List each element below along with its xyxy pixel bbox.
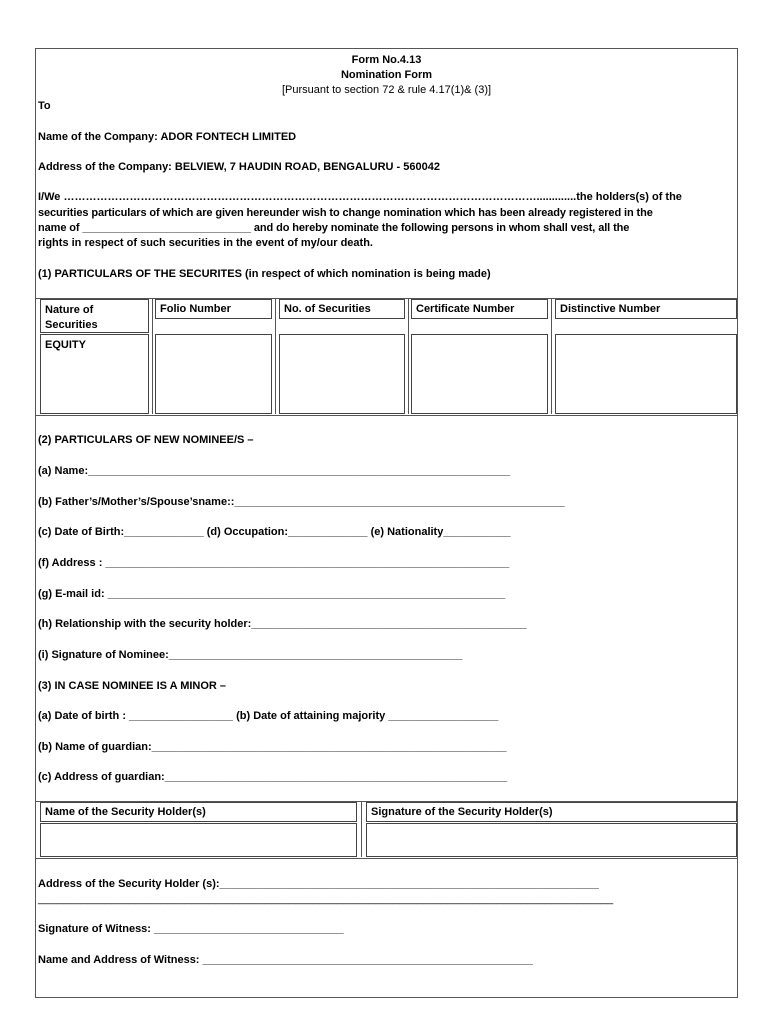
holder-sign-cell[interactable] xyxy=(366,823,737,857)
divider xyxy=(152,299,153,414)
nominee-email-field[interactable]: (g) E-mail id: _________________________________________________________________ xyxy=(38,588,506,600)
form-number: Form No.4.13 xyxy=(351,54,422,66)
guardian-name-field[interactable]: (b) Name of guardian:__________________________________________________________ xyxy=(38,741,507,753)
nominee-name-field[interactable]: (a) Name:_____________________________________________________________________ xyxy=(38,465,511,477)
cell-no-securities[interactable] xyxy=(279,334,405,414)
holder-address-field[interactable]: Address of the Security Holder (s):______________________________________________________________ xyxy=(38,878,599,890)
declaration-line-2: securities particulars of which are given hereunder wish to change nomination which has been already registered in the xyxy=(38,207,653,219)
form-title: Nomination Form xyxy=(340,69,433,81)
witness-name-address-field[interactable]: Name and Address of Witness: ______________________________________________________ xyxy=(38,954,533,966)
divider xyxy=(551,299,552,414)
col-header-folio xyxy=(155,299,272,319)
company-name: Name of the Company: ADOR FONTECH LIMITED xyxy=(38,131,297,143)
holder-name-header xyxy=(40,802,357,822)
col-header-certificate-label: Certificate Number xyxy=(416,303,515,315)
form-pursuant: [Pursuant to section 72 & rule 4.17(1)& (3)] xyxy=(281,84,492,96)
guardian-address-field[interactable]: (c) Address of guardian:________________________________________________________ xyxy=(38,771,508,783)
divider xyxy=(35,858,738,859)
section3-heading: (3) IN CASE NOMINEE IS A MINOR – xyxy=(38,680,227,692)
witness-signature-field[interactable]: Signature of Witness: _______________________________ xyxy=(38,923,344,935)
col-header-folio-label: Folio Number xyxy=(160,303,231,315)
divider xyxy=(361,802,362,857)
nominee-dob-occupation-nationality-field[interactable]: (c) Date of Birth:_____________ (d) Occupation:_____________ (e) Nationality___________ xyxy=(38,526,511,538)
section1-heading: (1) PARTICULARS OF THE SECURITES (in respect of which nomination is being made) xyxy=(38,268,491,280)
section2-heading: (2) PARTICULARS OF NEW NOMINEE/S – xyxy=(38,434,254,446)
col-header-distinctive-label: Distinctive Number xyxy=(560,303,661,315)
holder-sign-header-label: Signature of the Security Holder(s) xyxy=(371,806,553,818)
cell-folio[interactable] xyxy=(155,334,272,414)
col-header-nature-label: Nature of Securities xyxy=(45,304,98,331)
divider xyxy=(35,415,738,416)
nominee-parent-field[interactable]: (b) Father’s/Mother’s/Spouse’sname::______________________________________________________ xyxy=(38,496,565,508)
divider xyxy=(408,299,409,414)
col-header-certificate xyxy=(411,299,548,319)
declaration-line-4: rights in respect of such securities in the event of my/our death. xyxy=(38,237,373,249)
cell-certificate[interactable] xyxy=(411,334,548,414)
minor-dob-field[interactable]: (a) Date of birth : _________________ (b) Date of attaining majority __________________ xyxy=(38,710,499,722)
cell-nature xyxy=(40,334,149,414)
cell-nature-value: EQUITY xyxy=(45,339,86,351)
nominee-relationship-field[interactable]: (h) Relationship with the security holder:_____________________________________________ xyxy=(38,618,527,630)
holder-sign-header xyxy=(366,802,737,822)
holder-address-continuation[interactable]: ______________________________________________________________________________________________ xyxy=(38,893,614,905)
holder-name-cell[interactable] xyxy=(40,823,357,857)
col-header-nature xyxy=(40,299,149,333)
to-label: To xyxy=(38,100,51,112)
holder-name-header-label: Name of the Security Holder(s) xyxy=(45,806,206,818)
col-header-distinctive xyxy=(555,299,737,319)
col-header-no-securities-label: No. of Securities xyxy=(284,303,371,315)
declaration-line-1: I/We ………………………………………………………………………………………………………………….............the holders(s) of the xyxy=(38,191,682,203)
declaration-line-3: name of ____________________________ and do hereby nominate the following persons in whom shall vest, all the xyxy=(38,222,630,234)
col-header-no-securities xyxy=(279,299,405,319)
cell-distinctive[interactable] xyxy=(555,334,737,414)
divider xyxy=(275,299,276,414)
nominee-address-field[interactable]: (f) Address : __________________________________________________________________ xyxy=(38,557,510,569)
company-address: Address of the Company: BELVIEW, 7 HAUDIN ROAD, BENGALURU - 560042 xyxy=(38,161,440,173)
nominee-signature-field[interactable]: (i) Signature of Nominee:________________________________________________ xyxy=(38,649,463,661)
